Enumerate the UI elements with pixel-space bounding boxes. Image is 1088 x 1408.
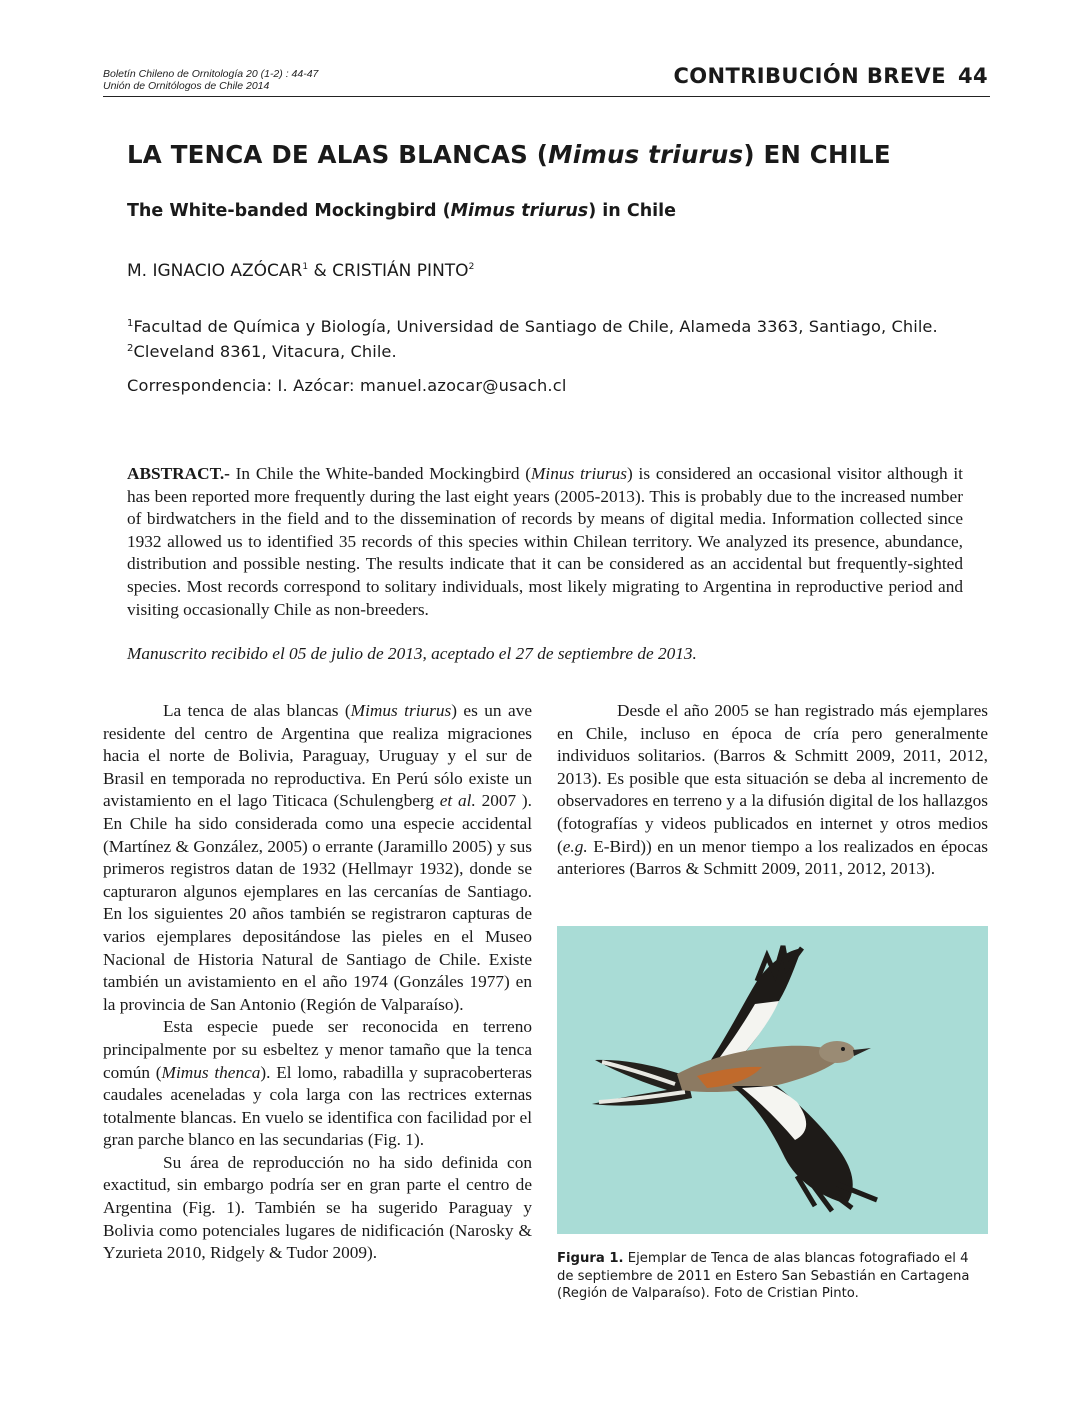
text-run: E-Bird)) en un menor tiempo a los realizados en épocas anteriores (Barros & Schmitt 2009, 2011, 2012, 2013). — [557, 836, 988, 879]
author-list — [127, 261, 474, 281]
subtitle-species-name: Mimus triurus — [450, 201, 589, 221]
affiliation-2 — [127, 338, 938, 363]
abstract-label: ABSTRACT.- — [127, 464, 230, 483]
journal-line-1: Boletín Chileno de Ornitología 20 (1-2) : 44-47 — [103, 68, 319, 80]
section-label: CONTRIBUCIÓN BREVE — [673, 64, 946, 88]
text-run: Esta especie puede ser reconocida en terreno principalmente por su esbeltez y menor tamaño que la tenca común ( — [103, 1017, 532, 1082]
journal-line-2: Unión de Ornitólogos de Chile 2014 — [103, 80, 270, 92]
subtitle-text-start: The White-banded Mockingbird ( — [127, 201, 451, 221]
abbreviation-eg: e.g. — [562, 836, 588, 856]
figure-caption — [557, 1250, 988, 1303]
article-title — [127, 140, 891, 169]
author-2-affil-mark: 2 — [468, 262, 475, 272]
paragraph — [557, 700, 988, 881]
author-2: CRISTIÁN PINTO — [332, 261, 469, 281]
affiliation-2-text: Cleveland 8361, Vitacura, Chile. — [133, 342, 397, 361]
title-text-start: LA TENCA DE ALAS BLANCAS ( — [127, 140, 549, 169]
correspondence: Correspondencia: I. Azócar: manuel.azocar@usach.cl — [127, 376, 567, 395]
paragraph: Su área de reproducción no ha sido definida con exactitud, sin embargo podría ser en gran parte el centro de Argentina (Fig. 1). También se ha sugerido Paraguay y Bolivia como potenciales lugares de nidificación (Narosky & Yzurieta 2010, Ridgely & Tudor 2009). — [103, 1152, 532, 1263]
page-number: 44 — [957, 64, 988, 88]
text-run: ). El lomo, rabadilla y supracoberteras caudales aceneladas y cola larga con las rectrices externas totalmente blancas. En vuelo se identifica con facilidad por el gran parche blanco en las secundarias (Fig. 1). — [103, 1062, 532, 1150]
species-name: Mimus triurus — [350, 701, 452, 720]
affiliation-1-mark: 1 — [127, 318, 134, 329]
abstract-species-name: Minus triurus — [531, 464, 628, 483]
text-run: La tenca de alas blancas ( — [163, 701, 351, 720]
text-run: 2007 ). En Chile ha sido considerada como una especie accidental (Martínez & González, 2005) o errante (Jaramillo 2005) y sus primeros registros datan de 1932 (Hellmayr 1932), donde se capturaron algunos ejemplares en las cercanías de Santiago. En los siguientes 20 años también se registraron capturas de varios ejemplares depositándose las pieles en el Museo Nacional de Historia Natural de Santiago de Chile. Existe también un avistamiento en el año 1974 (Gonzáles 1977) en la provincia de San Antonio (Región de Valparaíso). — [103, 791, 532, 1014]
subtitle-text-end: ) in Chile — [588, 201, 677, 221]
figure-photo — [557, 926, 988, 1234]
received-dates: Manuscrito recibido el 05 de julio de 2013, aceptado el 27 de septiembre de 2013. — [127, 644, 697, 663]
author-1-affil-mark: 1 — [302, 262, 309, 272]
text-run: ) es un ave residente del centro de Argentina que realiza migraciones hacia el norte de Bolivia, Paraguay, Uruguay y el sur de Brasil en temporada no reproductiva. En Perú sólo existe un avistamiento en el lago Titicaca (Schulengberg — [103, 701, 532, 811]
abstract-text-2: ) is considered an occasional visitor although it has been reported more frequently during the last eight years (2005-2013). This is probably due to the increased number of birdwatchers in the field and to the dissemination of records by means of digital media. Information collected since 1932 allowed us to identified 35 records of this species within Chilean territory. We analyzed its presence, abundance, distribution and possible nesting. The results indicate that it can be considered as an accidental but frequently-sighted species. Most records correspond to solitary individuals, most likely migrating to Argentina in reproductive period and visiting occasionally Chile as non-breeders. — [127, 464, 963, 619]
figure-label: Figura 1. — [557, 1251, 624, 1266]
citation-etal: et al. — [439, 791, 476, 811]
mockingbird-photo-illustration — [557, 926, 988, 1234]
affiliation-1-text: Facultad de Química y Biología, Universidad de Santiago de Chile, Alameda 3363, Santiago, Chile. — [133, 317, 938, 336]
species-name: Mimus thenca — [161, 1062, 261, 1082]
section-header — [673, 64, 988, 88]
header-divider — [103, 96, 990, 97]
abstract — [127, 463, 963, 621]
affiliation-2-mark: 2 — [127, 343, 134, 354]
title-text-end: ) EN CHILE — [743, 140, 891, 169]
journal-citation — [103, 68, 318, 92]
article-subtitle — [127, 201, 676, 221]
affiliation-1 — [127, 313, 938, 338]
figure-caption-text: Ejemplar de Tenca de alas blancas fotografiado el 4 de septiembre de 2011 en Estero San Sebastián en Cartagena (Región de Valparaíso). Foto de Cristian Pinto. — [557, 1251, 970, 1301]
author-1: M. IGNACIO AZÓCAR — [127, 261, 303, 281]
affiliations — [127, 313, 938, 363]
body-column-left — [103, 700, 532, 1265]
paragraph — [103, 1016, 532, 1152]
body-column-right — [557, 700, 988, 881]
author-separator: & — [308, 261, 333, 281]
title-species-name: Mimus triurus — [548, 140, 744, 169]
text-run: Desde el año 2005 se han registrado más ejemplares en Chile, incluso en época de cría pero generalmente individuos solitarios. (Barros & Schmitt 2009, 2011, 2012, 2013). Es posible que esta situación se deba al incremento de observadores en terreno y a la difusión digital de los hallazgos (fotografías y videos publicados en internet y otros medios ( — [557, 701, 988, 856]
paragraph — [103, 700, 532, 1016]
abstract-text-1: In Chile the White-banded Mockingbird ( — [229, 464, 531, 483]
